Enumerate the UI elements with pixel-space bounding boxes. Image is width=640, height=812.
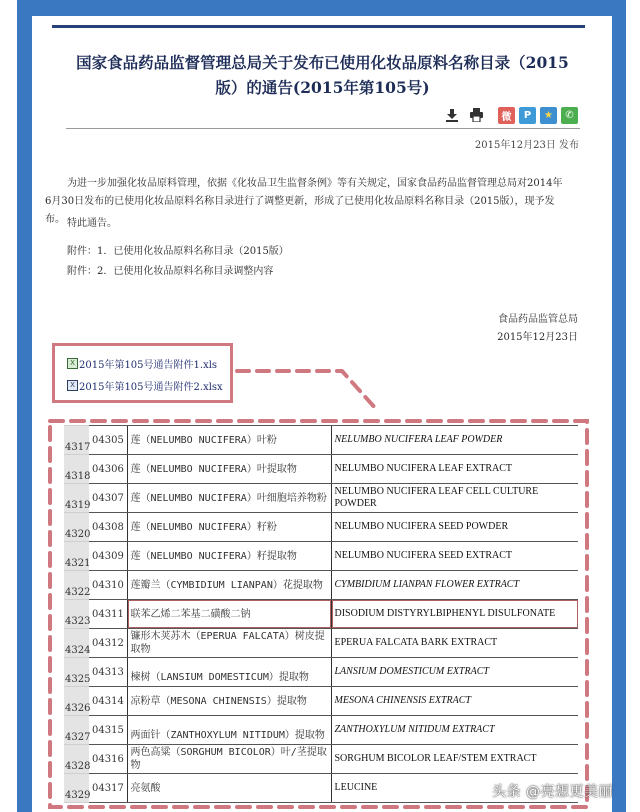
chinese-name: 亮氨酸 bbox=[127, 774, 331, 803]
attachments-highlight-box bbox=[52, 343, 233, 403]
share-toolbar bbox=[498, 106, 578, 124]
row-number: 4320 bbox=[64, 513, 89, 542]
ingredient-code: 04310 bbox=[89, 571, 127, 600]
attachment-link-2[interactable] bbox=[67, 378, 223, 393]
english-name: NELUMBO NUCIFERA LEAF EXTRACT bbox=[331, 455, 578, 484]
publish-date: 2015年12月23日 发布 bbox=[474, 140, 579, 151]
xlsx-file-icon: X bbox=[67, 380, 78, 391]
chinese-name: 莲（NELUMBO NUCIFERA）叶粉 bbox=[127, 426, 331, 455]
table-row bbox=[64, 571, 578, 600]
table-row bbox=[64, 455, 578, 484]
chinese-name: 两色高粱（SORGHUM BICOLOR）叶/茎提取物 bbox=[127, 745, 331, 774]
english-name: LANSIUM DOMESTICUM EXTRACT bbox=[331, 658, 578, 687]
english-name: SORGHUM BICOLOR LEAF/STEM EXTRACT bbox=[331, 745, 578, 774]
english-name: MESONA CHINENSIS EXTRACT bbox=[331, 687, 578, 716]
attachment-label: 2015年第105号通告附件1.xls bbox=[79, 360, 218, 371]
ingredient-code: 04305 bbox=[89, 426, 127, 455]
table-row bbox=[64, 687, 578, 716]
english-name: NELUMBO NUCIFERA SEED EXTRACT bbox=[331, 542, 578, 571]
chinese-name: 莲（NELUMBO NUCIFERA）籽粉 bbox=[127, 513, 331, 542]
download-icon[interactable] bbox=[444, 107, 460, 123]
table-row-highlighted bbox=[64, 600, 578, 629]
ingredient-code: 04317 bbox=[89, 774, 127, 803]
table-row bbox=[64, 658, 578, 687]
table-row bbox=[64, 745, 578, 774]
chinese-name: 莲（NELUMBO NUCIFERA）叶提取物 bbox=[127, 455, 331, 484]
chinese-name: 莲（NELUMBO NUCIFERA）籽提取物 bbox=[127, 542, 331, 571]
attachment-note-1: 附件：1．已使用化妆品原料名称目录（2015版） bbox=[67, 246, 289, 257]
attachment-note-2: 附件：2．已使用化妆品原料名称目录调整内容 bbox=[67, 266, 274, 277]
weibo-share-icon[interactable]: 微 bbox=[498, 107, 515, 124]
table-row bbox=[64, 426, 578, 455]
table-row bbox=[64, 513, 578, 542]
toolbar-divider bbox=[66, 128, 580, 129]
wechat-share-icon[interactable]: ✆ bbox=[561, 107, 578, 124]
english-name: NELUMBO NUCIFERA LEAF POWDER bbox=[331, 426, 578, 455]
row-number: 4326 bbox=[64, 687, 89, 716]
english-name: NELUMBO NUCIFERA LEAF CELL CULTURE POWDER bbox=[331, 484, 578, 513]
table-row bbox=[64, 716, 578, 745]
chinese-name: 楝树（LANSIUM DOMESTICUM）提取物 bbox=[127, 658, 331, 687]
print-icon[interactable] bbox=[468, 107, 484, 123]
signature-org: 食品药品监管总局 bbox=[498, 314, 578, 325]
ingredient-code: 04307 bbox=[89, 484, 127, 513]
row-number: 4322 bbox=[64, 571, 89, 600]
ingredient-code: 04315 bbox=[89, 716, 127, 745]
ingredient-code: 04313 bbox=[89, 658, 127, 687]
row-number: 4319 bbox=[64, 484, 89, 513]
row-number: 4325 bbox=[64, 658, 89, 687]
table-row bbox=[64, 484, 578, 513]
ingredient-code: 04309 bbox=[89, 542, 127, 571]
row-number: 4324 bbox=[64, 629, 89, 658]
english-name: NELUMBO NUCIFERA SEED POWDER bbox=[331, 513, 578, 542]
closing-line: 特此通告。 bbox=[67, 218, 117, 229]
body-paragraph: 为进一步加强化妆品原料管理，依据《化妆品卫生监督条例》等有关规定，国家食品药品监督管理总局对2014年6月30日发布的已使用化妆品原料名称目录进行了调整更新，形成了已使用化妆品原料名称目录（2015版），现予发布。 bbox=[45, 178, 563, 225]
ingredient-code: 04314 bbox=[89, 687, 127, 716]
chinese-name: 两面针（ZANTHOXYLUM NITIDUM）提取物 bbox=[127, 716, 331, 745]
watermark-text: 头条 @亮想更美丽 bbox=[492, 784, 613, 800]
row-number: 4321 bbox=[64, 542, 89, 571]
header-rule bbox=[52, 25, 585, 28]
xls-file-icon: X bbox=[67, 358, 78, 369]
ingredient-code: 04311 bbox=[89, 600, 127, 629]
chinese-name: 镰形木荚苏木（EPERUA FALCATA）树皮提取物 bbox=[127, 629, 331, 658]
qzone-share-icon[interactable]: P bbox=[519, 107, 536, 124]
title-line-2: 版）的通告(2015年第105号) bbox=[215, 78, 430, 97]
row-number: 4317 bbox=[64, 426, 89, 455]
chinese-name: 联苯乙烯二苯基二磺酸二钠 bbox=[127, 600, 331, 629]
ingredient-code: 04306 bbox=[89, 455, 127, 484]
page-title bbox=[60, 50, 585, 100]
document-toolbar bbox=[444, 106, 484, 124]
ingredient-code: 04312 bbox=[89, 629, 127, 658]
chinese-name: 莲瓣兰（CYMBIDIUM LIANPAN）花提取物 bbox=[127, 571, 331, 600]
table-row bbox=[64, 542, 578, 571]
row-number: 4329 bbox=[64, 774, 89, 803]
ingredient-code: 04316 bbox=[89, 745, 127, 774]
table-row bbox=[64, 629, 578, 658]
ingredient-table bbox=[64, 425, 578, 803]
english-name: EPERUA FALCATA BARK EXTRACT bbox=[331, 629, 578, 658]
ingredient-code: 04308 bbox=[89, 513, 127, 542]
attachment-link-1[interactable] bbox=[67, 356, 217, 371]
chinese-name: 凉粉草（MESONA CHINENSIS）提取物 bbox=[127, 687, 331, 716]
english-name: DISODIUM DISTYRYLBIPHENYL DISULFONATE bbox=[331, 600, 578, 629]
signature-date: 2015年12月23日 bbox=[497, 332, 578, 343]
chinese-name: 莲（NELUMBO NUCIFERA）叶细胞培养物粉 bbox=[127, 484, 331, 513]
row-number: 4327 bbox=[64, 716, 89, 745]
row-number: 4323 bbox=[64, 600, 89, 629]
english-name: CYMBIDIUM LIANPAN FLOWER EXTRACT bbox=[331, 571, 578, 600]
attachment-label: 2015年第105号通告附件2.xlsx bbox=[79, 382, 223, 393]
row-number: 4318 bbox=[64, 455, 89, 484]
english-name: LEUCINE bbox=[331, 774, 578, 803]
qq-share-icon[interactable]: ★ bbox=[540, 107, 557, 124]
title-line-1: 国家食品药品监督管理总局关于发布已使用化妆品原料名称目录（2015 bbox=[76, 53, 569, 72]
english-name: ZANTHOXYLUM NITIDUM EXTRACT bbox=[331, 716, 578, 745]
row-number: 4328 bbox=[64, 745, 89, 774]
